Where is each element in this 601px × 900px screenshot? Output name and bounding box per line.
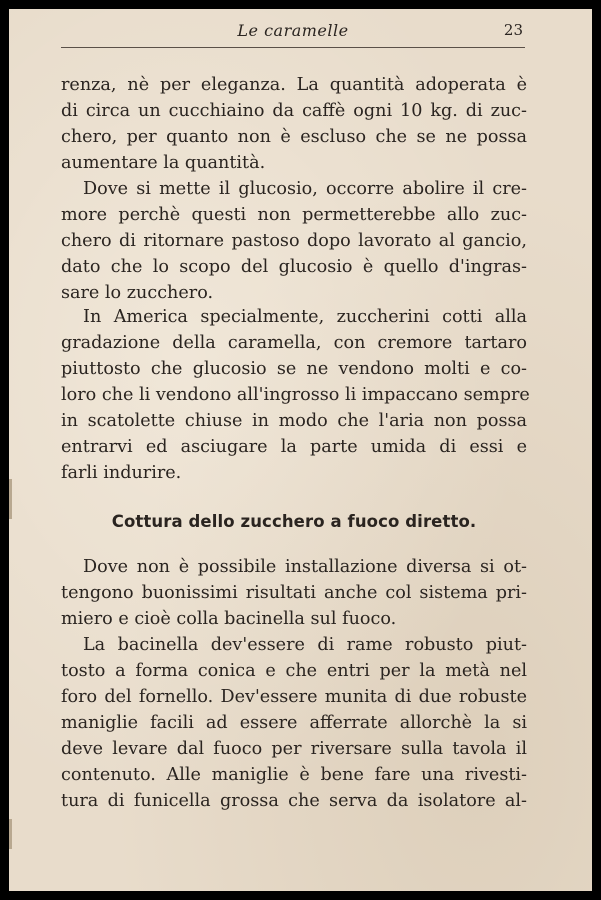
text-line: tosto a forma conica e che entri per la metà nel	[61, 661, 527, 681]
text-line: Dove non è possibile installazione diversa si ot-	[83, 557, 527, 577]
running-title: Le caramelle	[237, 21, 349, 40]
text-line: more perchè questi non permetterebbe allo zuc-	[61, 205, 527, 225]
text-line: chero, per quanto non è escluso che se ne possa	[61, 127, 527, 147]
text-line: in scatolette chiuse in modo che l'aria non possa	[61, 411, 527, 431]
text-line: miero e cioè colla bacinella sul fuoco.	[61, 609, 397, 629]
text-line: La bacinella dev'essere di rame robusto piut-	[83, 635, 527, 655]
text-line: chero di ritornare pastoso dopo lavorato al gancio,	[61, 231, 527, 251]
text-line: Dove si mette il glucosio, occorre abolire il cre-	[83, 179, 527, 199]
binding-mark	[9, 819, 12, 849]
text-line: foro del fornello. Dev'essere munita di due robuste	[61, 687, 527, 707]
text-line: dato che lo scopo del glucosio è quello d'ingras-	[61, 257, 527, 277]
running-header	[61, 19, 525, 48]
book-page	[9, 9, 592, 891]
text-line: In America specialmente, zuccherini cotti alla	[83, 307, 527, 327]
text-line: farli indurire.	[61, 463, 182, 483]
text-line: deve levare dal fuoco per riversare sulla tavola il	[61, 739, 527, 759]
text-line: loro che li vendono all'ingrosso li impaccano sempre	[61, 385, 530, 405]
text-line: maniglie facili ad essere afferrate allorchè la si	[61, 713, 527, 733]
text-line: tura di funicella grossa che serva da isolatore al-	[61, 791, 527, 811]
binding-mark	[9, 479, 12, 519]
text-line: entrarvi ed asciugare la parte umida di essi e	[61, 437, 527, 457]
text-line: piuttosto che glucosio se ne vendono molti e co-	[61, 359, 527, 379]
text-line: gradazione della caramella, con cremore tartaro	[61, 333, 527, 353]
text-line: aumentare la quantità.	[61, 153, 266, 173]
text-line: contenuto. Alle maniglie è bene fare una rivesti-	[61, 765, 527, 785]
text-line: renza, nè per eleganza. La quantità adoperata è	[61, 75, 527, 95]
text-line: di circa un cucchiaino da caffè ogni 10 kg. di zuc-	[61, 101, 527, 121]
section-heading: Cottura dello zucchero a fuoco diretto.	[111, 512, 477, 531]
text-line: tengono buonissimi risultati anche col sistema pri-	[61, 583, 527, 603]
page-number: 23	[503, 21, 523, 39]
text-line: sare lo zucchero.	[61, 283, 214, 303]
